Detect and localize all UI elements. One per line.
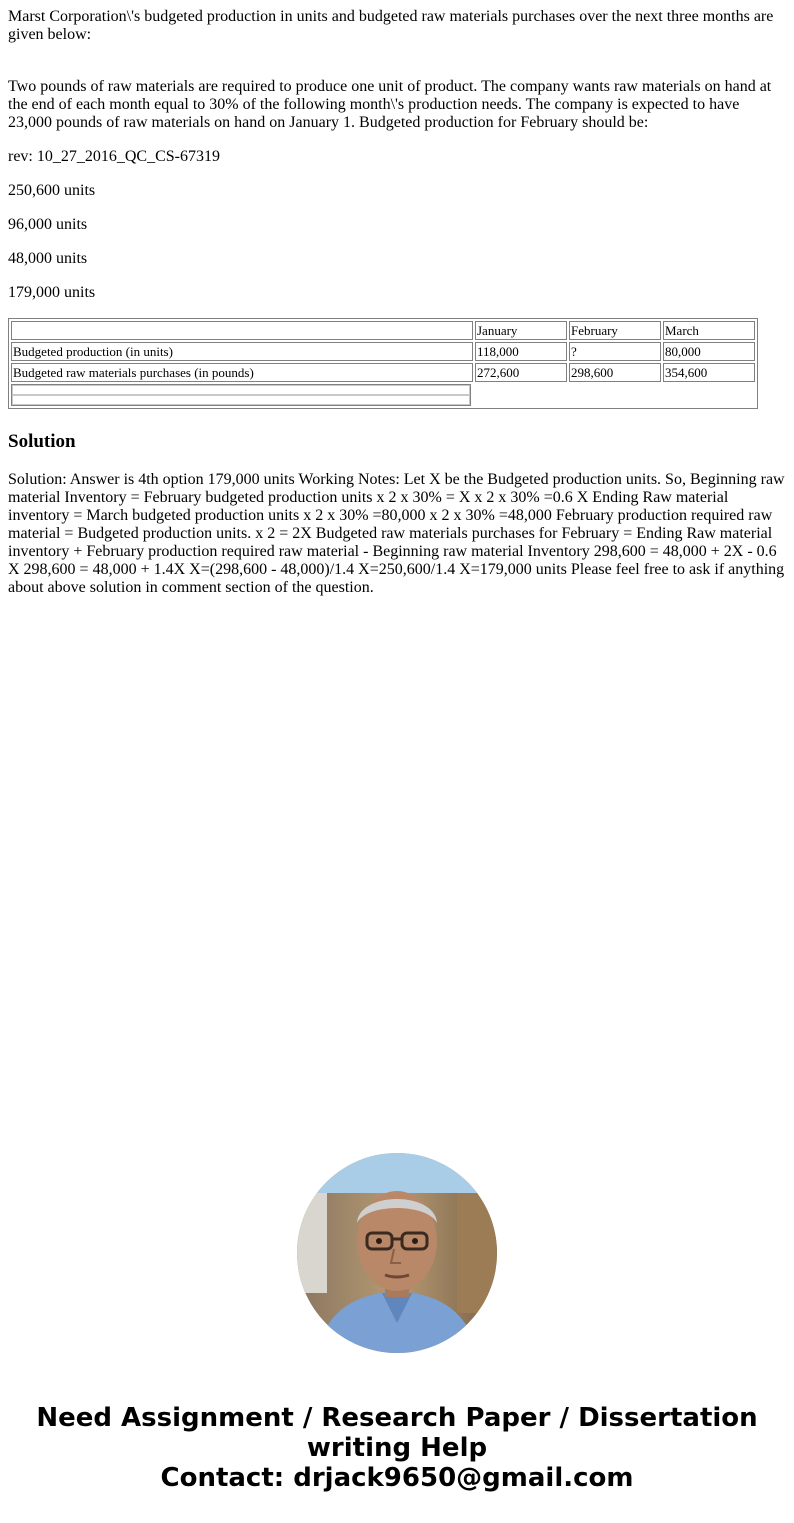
- table-header-row: [11, 321, 755, 340]
- option-4: 179,000 units: [8, 284, 96, 301]
- table-row: [11, 363, 755, 382]
- nested-row: [12, 395, 470, 405]
- table-cell: 272,600: [475, 363, 567, 382]
- table-row: [11, 342, 755, 361]
- document: [0, 0, 794, 597]
- nested-cell: [12, 395, 470, 405]
- budget-table: [8, 318, 758, 409]
- nested-row: [12, 385, 470, 395]
- table-header-cell: February: [569, 321, 661, 340]
- option-3: 48,000 units: [8, 250, 88, 267]
- question-intro: Marst Corporation\'s budgeted production in units and budgeted raw materials purchases over the next three months are given below:: [8, 8, 774, 43]
- table-header-cell: March: [663, 321, 755, 340]
- table-cell: Budgeted raw materials purchases (in pounds): [11, 363, 473, 382]
- empty-cell: [663, 384, 755, 406]
- solution-text: Solution: Answer is 4th option 179,000 units Working Notes: Let X be the Budgeted production units. So, Beginning raw material Inventory = February budgeted production units x 2 x 30% = X x 2 x 30% =0.6 X Ending Raw material inventory = March budgeted production units x 2 x 30% =80,000 x 2 x 30% =48,000 February production required raw material = Budgeted production units. x 2 = 2X Budgeted raw materials purchases for February = Ending Raw material inventory + February production required raw material - Beginning raw material Inventory 298,600 = 48,000 + 2X - 0.6 X 298,600 = 48,000 + 1.4X X=(298,600 - 48,000)/1.4 X=250,600/1.4 X=179,000 units Please feel free to ask if anything about above solution in comment section of the question.: [8, 471, 785, 596]
- nested-cell: [12, 385, 470, 395]
- nested-empty-table: [11, 384, 471, 406]
- promo-line: writing Help: [306, 1433, 488, 1463]
- author-avatar: [297, 1153, 497, 1353]
- promo-banner: [0, 1403, 794, 1493]
- nested-table-cell: [11, 384, 473, 406]
- author-photo-illustration: [297, 1153, 497, 1353]
- empty-cell: [475, 384, 567, 406]
- table-row-empty: [11, 384, 755, 406]
- table-cell: 354,600: [663, 363, 755, 382]
- table-cell: 118,000: [475, 342, 567, 361]
- solution-heading: Solution: [8, 431, 76, 452]
- table-cell: ?: [569, 342, 661, 361]
- table-cell: 298,600: [569, 363, 661, 382]
- question-body: Two pounds of raw materials are required to produce one unit of product. The company wants raw materials on hand at the end of each month equal to 30% of the following month\'s production needs. The company is expected to have 23,000 pounds of raw materials on hand on January 1. Budgeted production for February should be:: [8, 78, 772, 131]
- option-1: 250,600 units: [8, 182, 96, 199]
- revision-code: rev: 10_27_2016_QC_CS-67319: [8, 148, 220, 165]
- table-cell: Budgeted production (in units): [11, 342, 473, 361]
- promo-contact: Contact: drjack9650@gmail.com: [160, 1463, 634, 1493]
- empty-cell: [569, 384, 661, 406]
- option-2: 96,000 units: [8, 216, 88, 233]
- table-header-cell: January: [475, 321, 567, 340]
- table-header-cell: [11, 321, 473, 340]
- promo-line: Need Assignment / Research Paper / Dissertation: [36, 1403, 758, 1433]
- table-cell: 80,000: [663, 342, 755, 361]
